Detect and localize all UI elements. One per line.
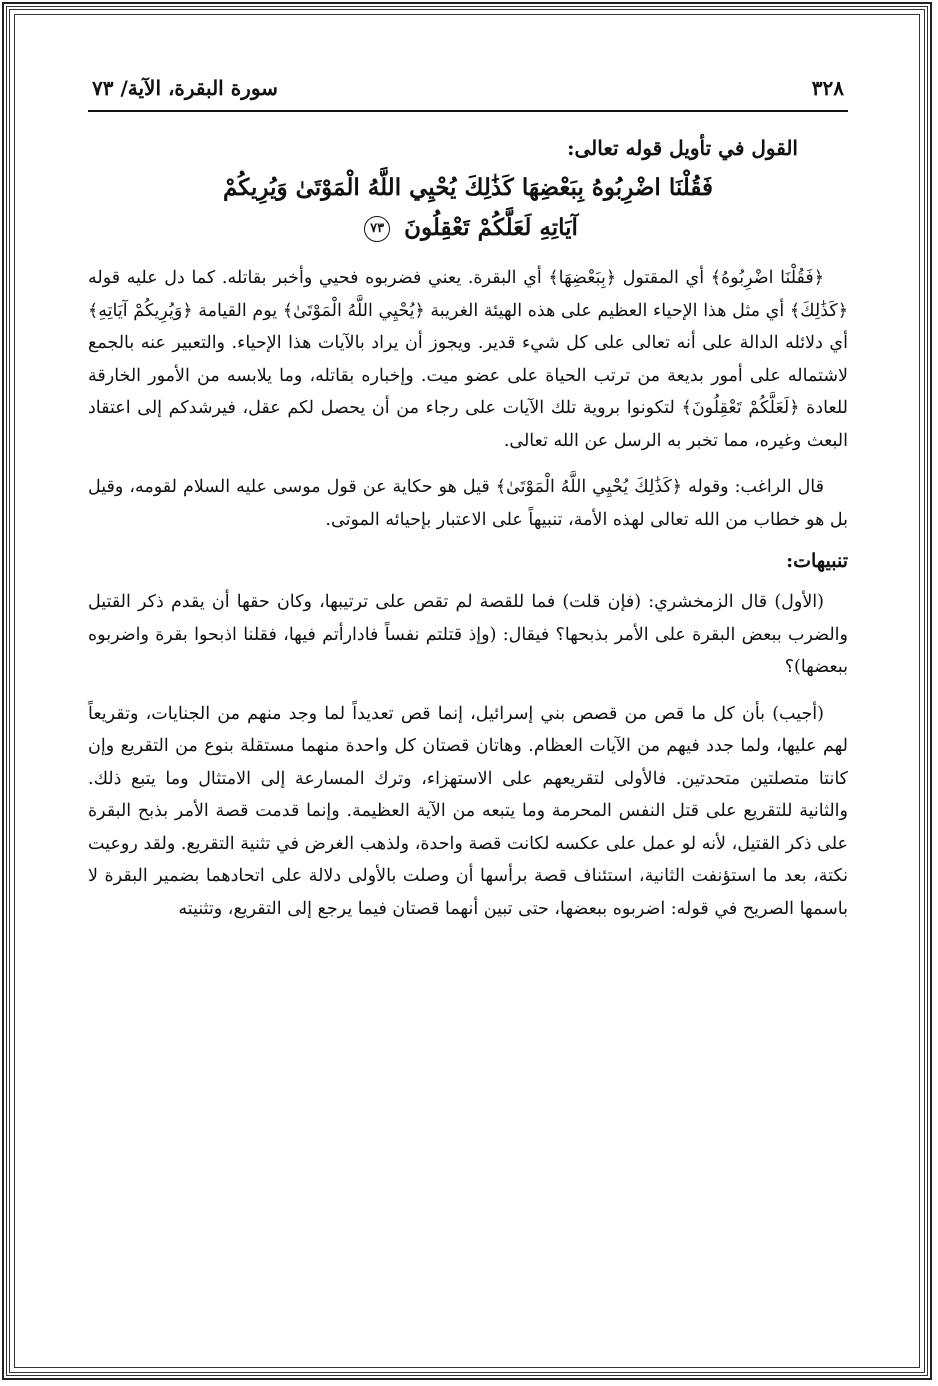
- verse-number-marker: ٧٣: [364, 216, 390, 242]
- page-number: ٣٢٨: [811, 76, 844, 100]
- paragraph-note-first: (الأول) قال الزمخشري: (فإن قلت) فما للقصة لم تقص على ترتيبها، وكان حقها أن يقدم ذكر القتيل والضرب ببعض البقرة على الأمر بذبحها؟ فيقال: (وإذ قتلتم نفساً فادارأتم فيها، فقلنا اذبحوا بقرة واضربوه ببعضها)؟: [88, 592, 848, 677]
- paragraph-raghib-quote: قال الراغب: وقوله ﴿كَذَٰلِكَ يُحْيِي اللَّهُ الْمَوْتَىٰ﴾ قيل هو حكاية عن قول موسى عليه السلام لقومه، وقيل بل هو خطاب من الله تعالى لهذه الأمة، تنبيهاً على الاعتبار بإحيائه الموتى.: [88, 477, 848, 530]
- notes-heading: تنبيهات:: [786, 550, 848, 572]
- verse-line-1: فَقُلْنَا اضْرِبُوهُ بِبَعْضِهَا كَذَٰلِكَ يُحْيِي اللَّهُ الْمَوْتَىٰ وَيُرِيكُمْ: [222, 174, 714, 201]
- verse-line-2: [118, 208, 818, 248]
- verse-line-2-text: آيَاتِهِ لَعَلَّكُمْ تَعْقِلُونَ: [404, 214, 578, 241]
- page-content: [88, 66, 848, 1336]
- page-header: [88, 66, 848, 112]
- running-title: سورة البقرة، الآية/ ٧٣: [92, 76, 278, 100]
- paragraph-tafsir-1: ﴿فَقُلْنَا اضْرِبُوهُ﴾ أي المقتول ﴿بِبَعْضِهَا﴾ أي البقرة. يعني فضربوه فحيي وأخبر بقاتله. كما دل عليه قوله ﴿كَذَٰلِكَ﴾ أي مثل هذا الإحياء العظيم على هذه الهيئة الغريبة ﴿يُحْيِي اللَّهُ الْمَوْتَىٰ﴾ يوم القيامة ﴿وَيُرِيكُمْ آيَاتِهِ﴾ أي دلائله الدالة على أنه تعالى على كل شيء قدير. ويجوز أن يراد بالآيات هذا الإحياء. والتعبير عنه بالجمع لاشتماله على أمور بديعة من ترتب الحياة على عضو ميت. وإخباره بقاتله، وما يلابسه من الأمور الخارقة للعادة ﴿لَعَلَّكُمْ تَعْقِلُونَ﴾ لتكونوا بروية تلك الآيات على رجاء من أن يحصل لكم عقل، فيرشدكم إلى اعتقاد البعث وغيره، مما تخبر به الرسل عن الله تعالى.: [88, 268, 848, 451]
- quran-verse: [88, 168, 848, 248]
- paragraph-answer: (أجيب) بأن كل ما قص من قصص بني إسرائيل، إنما قص تعديداً لما وجد منهم من الجنايات، وتقريعاً لهم عليها، ولما جدد فيهم من الآيات العظام. وهاتان قصتان كل واحدة منهما مستقلة بنوع من التقريع وإن كانتا متصلتين متحدتين. فالأولى لتقريعهم على الاستهزاء، وترك المسارعة إلى الامتثال وما يتبع ذلك. والثانية للتقريع على قتل النفس المحرمة وما يتبعه من الآية العظيمة. وإنما قدمت قصة الأمر بذبح البقرة على ذكر القتيل، لأنه لو عمل على عكسه لكانت قصة واحدة، ولذهب الغرض في تثنية التقريع. ولقد روعيت نكتة، بعد ما استؤنفت الثانية، استئناف قصة برأسها أن وصلت بالأولى دلالة على اتحادهما بضمير البقرة لا باسمها الصريح في قوله: اضربوه ببعضها، حتى تبين أنهما قصتان فيما يرجع إلى التقريع، وتثنيته: [88, 703, 848, 919]
- section-heading: القول في تأويل قوله تعالى:: [567, 136, 798, 160]
